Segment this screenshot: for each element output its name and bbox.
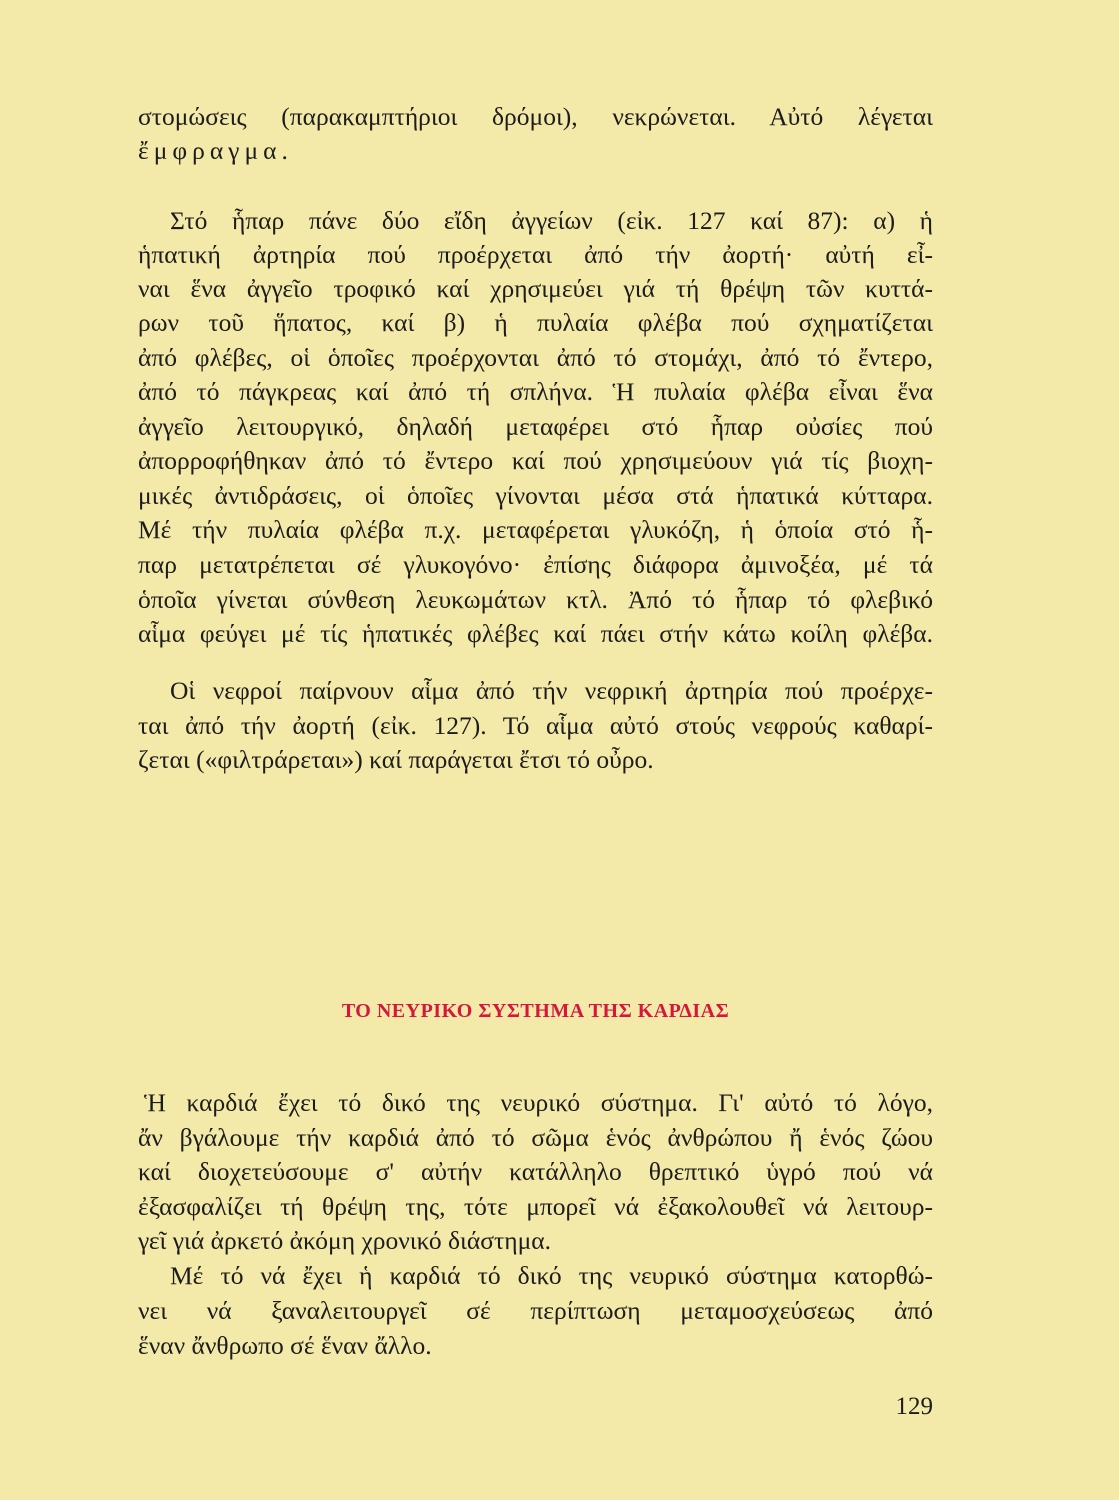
text-line: ἡπατική ἀρτηρία πού προέρχεται ἀπό τήν ἀορτή· αὐτή εἶ- bbox=[138, 240, 933, 269]
page-number: 129 bbox=[895, 1393, 933, 1420]
text-line: μικές ἀντιδράσεις, οἱ ὁποῖες γίνονται μέσα στά ἡπατικά κύτταρα. bbox=[138, 481, 933, 510]
text-line: καί διοχετεύσουμε σ' αὐτήν κατάλληλο θρεπτικό ὑγρό πού νά bbox=[138, 1157, 933, 1186]
text-line: Στό ἧπαρ πάνε δύο εἴδη ἀγγείων (εἰκ. 127 καί 87): α) ἡ bbox=[170, 206, 933, 235]
text-line: ναι ἕνα ἀγγεῖο τροφικό καί χρησιμεύει γιά τή θρέψη τῶν κυττά- bbox=[138, 274, 933, 303]
text-line: αἷμα φεύγει μέ τίς ἡπατικές φλέβες καί πάει στήν κάτω κοίλη φλέβα. bbox=[138, 619, 933, 648]
text-line: ἀπό τό πάγκρεας καί ἀπό τή σπλήνα. Ἡ πυλαία φλέβα εἶναι ἕνα bbox=[138, 377, 933, 406]
text-line: ἀπό φλέβες, οἱ ὁποῖες προέρχονται ἀπό τό στομάχι, ἀπό τό ἔντερο, bbox=[138, 343, 933, 372]
text-line: νει νά ξαναλειτουργεῖ σέ περίπτωση μεταμοσχεύσεως ἀπό bbox=[138, 1296, 933, 1325]
text-line: παρ μετατρέπεται σέ γλυκογόνο· ἐπίσης διάφορα ἀμινοξέα, μέ τά bbox=[138, 550, 933, 579]
text-line: Μέ τό νά ἔχει ἡ καρδιά τό δικό της νευρικό σύστημα κατορθώ- bbox=[170, 1261, 933, 1290]
text-line: ἐξασφαλίζει τή θρέψη της, τότε μπορεῖ νά ἐξακολουθεῖ νά λειτουρ- bbox=[138, 1192, 933, 1221]
text-line: ἄν βγάλουμε τήν καρδιά ἀπό τό σῶμα ἑνός ἀνθρώπου ἤ ἑνός ζώου bbox=[138, 1123, 933, 1152]
text-line: ρων τοῦ ἥπατος, καί β) ἡ πυλαία φλέβα πού σχηματίζεται bbox=[138, 308, 933, 337]
text-line: στομώσεις (παρακαμπτήριοι δρόμοι), νεκρώνεται. Αὐτό λέγεται bbox=[138, 102, 933, 131]
text-line: ζεται («φιλτράρεται») καί παράγεται ἔτσι τό οὖρο. bbox=[138, 745, 654, 774]
section-heading: ΤΟ ΝΕΥΡΙΚΟ ΣΥΣΤΗΜΑ ΤΗΣ ΚΑΡΔΙΑΣ bbox=[341, 1000, 730, 1022]
text-line: ἕναν ἄνθρωπο σέ ἕναν ἄλλο. bbox=[138, 1331, 432, 1360]
text-line: ὁποῖα γίνεται σύνθεση λευκωμάτων κτλ. Ἀπό τό ἧπαρ τό φλεβικό bbox=[138, 585, 933, 614]
text-line: ται ἀπό τήν ἀορτή (εἰκ. 127). Τό αἷμα αὐτό στούς νεφρούς καθαρί- bbox=[138, 711, 933, 740]
text-line: Ἡ καρδιά ἔχει τό δικό της νευρικό σύστημα. Γι' αὐτό τό λόγο, bbox=[144, 1088, 933, 1117]
text-line: Μέ τήν πυλαία φλέβα π.χ. μεταφέρεται γλυκόζη, ἡ ὁποία στό ἧ- bbox=[138, 515, 933, 544]
text-line: ἔμφραγμα. bbox=[138, 136, 293, 165]
text-line: Οἱ νεφροί παίρνουν αἷμα ἀπό τήν νεφρική ἀρτηρία πού προέρχε- bbox=[170, 676, 933, 705]
text-line: ἀγγεῖο λειτουργικό, δηλαδή μεταφέρει στό ἧπαρ οὐσίες πού bbox=[138, 412, 933, 441]
text-line: γεῖ γιά ἀρκετό ἀκόμη χρονικό διάστημα. bbox=[138, 1226, 552, 1255]
text-line: ἀπορροφήθηκαν ἀπό τό ἔντερο καί πού χρησιμεύουν γιά τίς βιοχη- bbox=[138, 446, 933, 475]
